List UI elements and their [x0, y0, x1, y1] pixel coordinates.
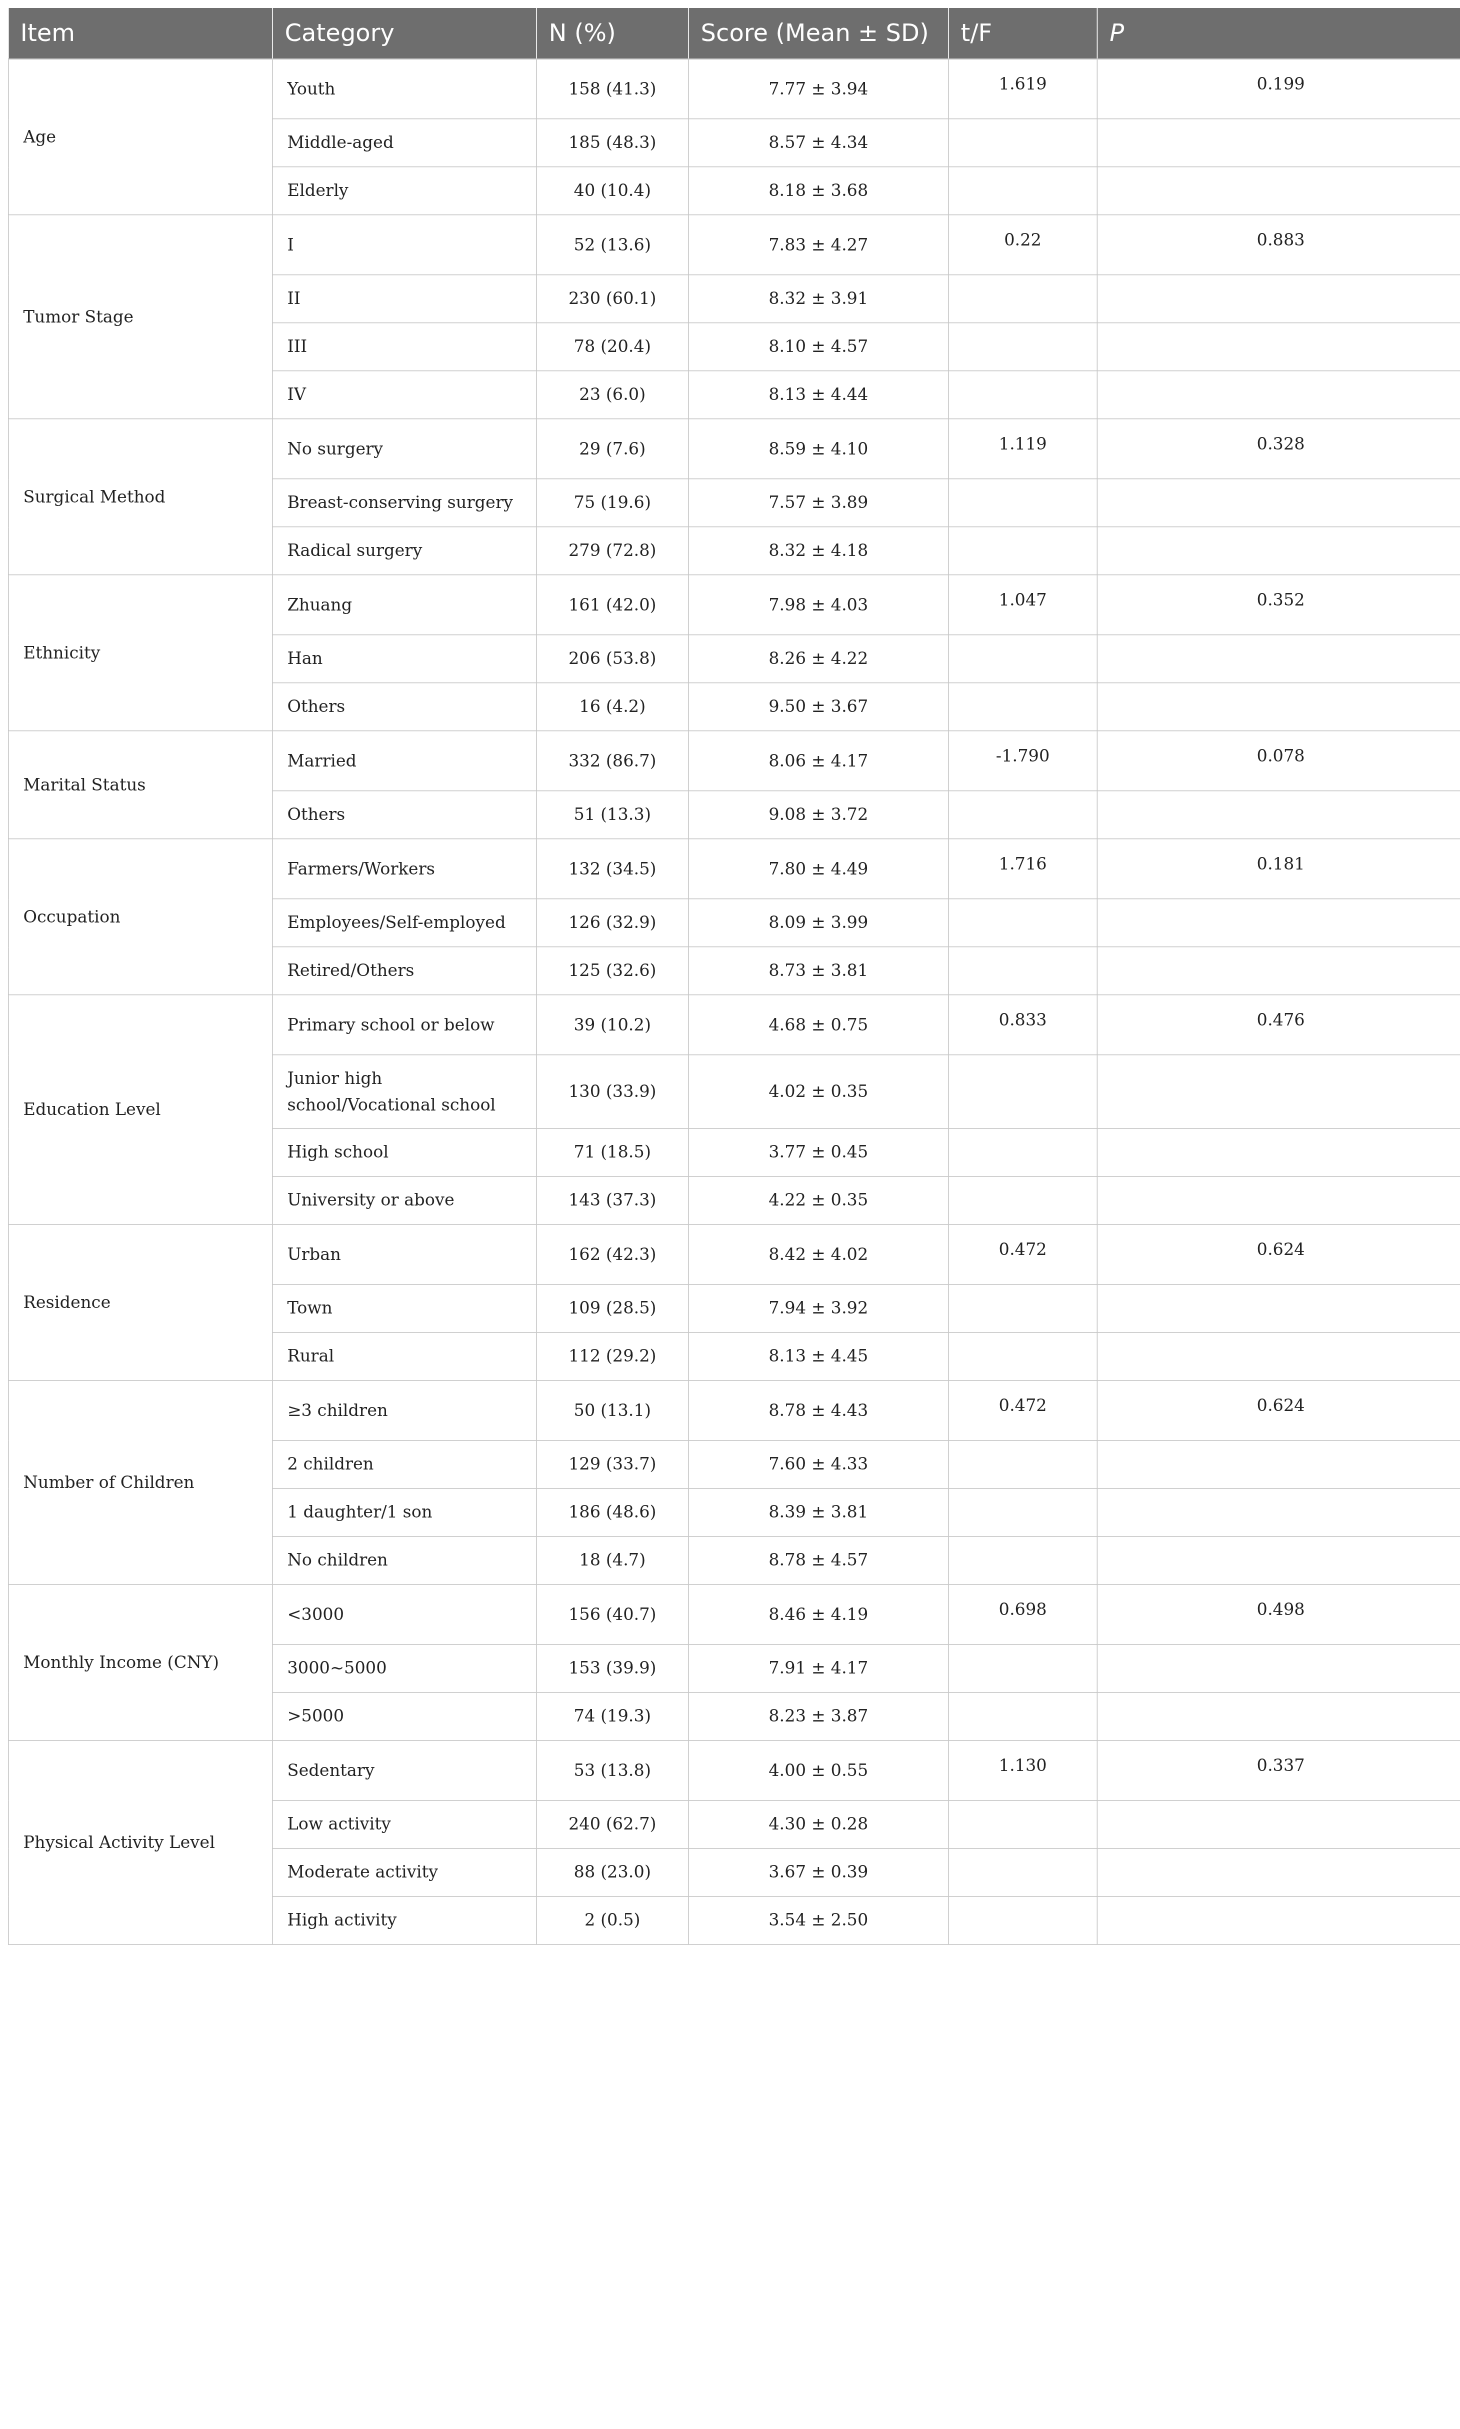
n-percent-cell: 186 (48.6) — [536, 1488, 688, 1536]
score-cell: 3.77 ± 0.45 — [688, 1128, 948, 1176]
table-row — [8, 731, 1460, 791]
table-row — [8, 419, 1460, 479]
score-cell: 7.80 ± 4.49 — [688, 839, 948, 899]
t-f-cell-empty — [948, 371, 1097, 419]
t-f-cell-empty — [948, 1692, 1097, 1740]
n-percent-cell: 40 (10.4) — [536, 167, 688, 215]
category-cell: Han — [272, 635, 536, 683]
n-percent-cell: 50 (13.1) — [536, 1380, 688, 1440]
n-percent-cell: 16 (4.2) — [536, 683, 688, 731]
item-cell: Tumor Stage — [8, 215, 272, 419]
score-cell: 8.59 ± 4.10 — [688, 419, 948, 479]
t-f-cell-empty — [948, 635, 1097, 683]
p-value-cell-empty — [1097, 1848, 1460, 1896]
table-row — [8, 1380, 1460, 1440]
score-cell: 7.98 ± 4.03 — [688, 575, 948, 635]
t-f-cell-empty — [948, 1055, 1097, 1129]
category-cell: High school — [272, 1128, 536, 1176]
score-cell: 4.30 ± 0.28 — [688, 1800, 948, 1848]
t-f-cell-empty — [948, 1176, 1097, 1224]
item-cell: Education Level — [8, 995, 272, 1225]
item-cell: Surgical Method — [8, 419, 272, 575]
score-cell: 8.06 ± 4.17 — [688, 731, 948, 791]
p-value-cell: 0.498 — [1097, 1584, 1460, 1644]
table-row — [8, 995, 1460, 1055]
category-cell: Breast-conserving surgery — [272, 479, 536, 527]
score-cell: 8.32 ± 4.18 — [688, 527, 948, 575]
header-category: Category — [272, 8, 536, 59]
category-cell: >5000 — [272, 1692, 536, 1740]
t-f-cell-empty — [948, 683, 1097, 731]
category-cell: No children — [272, 1536, 536, 1584]
t-f-cell-empty — [948, 791, 1097, 839]
t-f-cell-empty — [948, 1848, 1097, 1896]
n-percent-cell: 109 (28.5) — [536, 1284, 688, 1332]
category-cell: No surgery — [272, 419, 536, 479]
score-cell: 8.39 ± 3.81 — [688, 1488, 948, 1536]
category-cell: IV — [272, 371, 536, 419]
category-cell: Junior high school/Vocational school — [272, 1055, 536, 1129]
t-f-cell-empty — [948, 527, 1097, 575]
header-n-percent: N (%) — [536, 8, 688, 59]
n-percent-cell: 78 (20.4) — [536, 323, 688, 371]
t-f-cell-empty — [948, 1800, 1097, 1848]
p-value-cell: 0.883 — [1097, 215, 1460, 275]
p-value-cell-empty — [1097, 791, 1460, 839]
p-value-cell-empty — [1097, 371, 1460, 419]
item-cell: Residence — [8, 1224, 272, 1380]
t-f-cell: 0.22 — [948, 215, 1097, 275]
score-cell: 8.73 ± 3.81 — [688, 947, 948, 995]
n-percent-cell: 162 (42.3) — [536, 1224, 688, 1284]
p-value-cell-empty — [1097, 1896, 1460, 1944]
table-row — [8, 1584, 1460, 1644]
n-percent-cell: 74 (19.3) — [536, 1692, 688, 1740]
t-f-cell-empty — [948, 275, 1097, 323]
p-value-cell-empty — [1097, 479, 1460, 527]
t-f-cell-empty — [948, 1644, 1097, 1692]
score-cell: 8.09 ± 3.99 — [688, 899, 948, 947]
score-cell: 8.78 ± 4.57 — [688, 1536, 948, 1584]
n-percent-cell: 112 (29.2) — [536, 1332, 688, 1380]
p-value-cell-empty — [1097, 1644, 1460, 1692]
p-value-cell: 0.181 — [1097, 839, 1460, 899]
n-percent-cell: 18 (4.7) — [536, 1536, 688, 1584]
n-percent-cell: 88 (23.0) — [536, 1848, 688, 1896]
n-percent-cell: 332 (86.7) — [536, 731, 688, 791]
t-f-cell-empty — [948, 1284, 1097, 1332]
t-f-cell: 0.472 — [948, 1224, 1097, 1284]
n-percent-cell: 279 (72.8) — [536, 527, 688, 575]
table-row — [8, 575, 1460, 635]
n-percent-cell: 132 (34.5) — [536, 839, 688, 899]
category-cell: Urban — [272, 1224, 536, 1284]
p-value-cell-empty — [1097, 683, 1460, 731]
n-percent-cell: 206 (53.8) — [536, 635, 688, 683]
score-cell: 4.00 ± 0.55 — [688, 1740, 948, 1800]
t-f-cell-empty — [948, 899, 1097, 947]
t-f-cell-empty — [948, 1896, 1097, 1944]
t-f-cell-empty — [948, 1536, 1097, 1584]
p-value-cell: 0.078 — [1097, 731, 1460, 791]
p-value-cell: 0.352 — [1097, 575, 1460, 635]
score-cell: 7.83 ± 4.27 — [688, 215, 948, 275]
p-value-cell-empty — [1097, 1055, 1460, 1129]
p-value-cell: 0.624 — [1097, 1380, 1460, 1440]
score-cell: 7.57 ± 3.89 — [688, 479, 948, 527]
header-score: Score (Mean ± SD) — [688, 8, 948, 59]
n-percent-cell: 75 (19.6) — [536, 479, 688, 527]
p-value-cell-empty — [1097, 119, 1460, 167]
category-cell: ≥3 children — [272, 1380, 536, 1440]
n-percent-cell: 53 (13.8) — [536, 1740, 688, 1800]
score-cell: 7.94 ± 3.92 — [688, 1284, 948, 1332]
t-f-cell-empty — [948, 1440, 1097, 1488]
t-f-cell: 1.119 — [948, 419, 1097, 479]
score-cell: 7.60 ± 4.33 — [688, 1440, 948, 1488]
item-cell: Age — [8, 59, 272, 215]
score-cell: 8.46 ± 4.19 — [688, 1584, 948, 1644]
category-cell: Zhuang — [272, 575, 536, 635]
category-cell: Retired/Others — [272, 947, 536, 995]
t-f-cell-empty — [948, 1488, 1097, 1536]
p-value-cell-empty — [1097, 1488, 1460, 1536]
n-percent-cell: 29 (7.6) — [536, 419, 688, 479]
p-value-cell: 0.476 — [1097, 995, 1460, 1055]
score-cell: 9.50 ± 3.67 — [688, 683, 948, 731]
score-cell: 8.57 ± 4.34 — [688, 119, 948, 167]
t-f-cell-empty — [948, 167, 1097, 215]
p-value-cell-empty — [1097, 323, 1460, 371]
p-value-cell: 0.337 — [1097, 1740, 1460, 1800]
t-f-cell: -1.790 — [948, 731, 1097, 791]
p-value-cell-empty — [1097, 635, 1460, 683]
n-percent-cell: 71 (18.5) — [536, 1128, 688, 1176]
category-cell: Youth — [272, 59, 536, 119]
score-cell: 4.02 ± 0.35 — [688, 1055, 948, 1129]
item-cell: Number of Children — [8, 1380, 272, 1584]
n-percent-cell: 153 (39.9) — [536, 1644, 688, 1692]
table-row — [8, 1224, 1460, 1284]
item-cell: Occupation — [8, 839, 272, 995]
t-f-cell-empty — [948, 947, 1097, 995]
score-cell: 4.68 ± 0.75 — [688, 995, 948, 1055]
t-f-cell-empty — [948, 1332, 1097, 1380]
category-cell: 1 daughter/1 son — [272, 1488, 536, 1536]
n-percent-cell: 130 (33.9) — [536, 1055, 688, 1129]
n-percent-cell: 39 (10.2) — [536, 995, 688, 1055]
category-cell: Others — [272, 791, 536, 839]
n-percent-cell: 126 (32.9) — [536, 899, 688, 947]
category-cell: Rural — [272, 1332, 536, 1380]
category-cell: Radical surgery — [272, 527, 536, 575]
category-cell: Married — [272, 731, 536, 791]
category-cell: Town — [272, 1284, 536, 1332]
p-value-cell-empty — [1097, 527, 1460, 575]
n-percent-cell: 52 (13.6) — [536, 215, 688, 275]
category-cell: Employees/Self-employed — [272, 899, 536, 947]
header-t-f: t/F — [948, 8, 1097, 59]
n-percent-cell: 143 (37.3) — [536, 1176, 688, 1224]
n-percent-cell: 185 (48.3) — [536, 119, 688, 167]
p-value-cell: 0.328 — [1097, 419, 1460, 479]
category-cell: Elderly — [272, 167, 536, 215]
p-value-cell-empty — [1097, 1128, 1460, 1176]
score-cell: 8.23 ± 3.87 — [688, 1692, 948, 1740]
n-percent-cell: 125 (32.6) — [536, 947, 688, 995]
p-value-cell-empty — [1097, 1176, 1460, 1224]
table-row — [8, 215, 1460, 275]
n-percent-cell: 240 (62.7) — [536, 1800, 688, 1848]
category-cell: Low activity — [272, 1800, 536, 1848]
score-cell: 7.91 ± 4.17 — [688, 1644, 948, 1692]
category-cell: University or above — [272, 1176, 536, 1224]
n-percent-cell: 161 (42.0) — [536, 575, 688, 635]
n-percent-cell: 230 (60.1) — [536, 275, 688, 323]
t-f-cell: 1.716 — [948, 839, 1097, 899]
table-row — [8, 59, 1460, 119]
n-percent-cell: 158 (41.3) — [536, 59, 688, 119]
p-value-cell-empty — [1097, 1332, 1460, 1380]
t-f-cell: 1.130 — [948, 1740, 1097, 1800]
p-value-cell-empty — [1097, 1800, 1460, 1848]
category-cell: 2 children — [272, 1440, 536, 1488]
p-value-cell-empty — [1097, 947, 1460, 995]
p-value-cell: 0.199 — [1097, 59, 1460, 119]
p-value-cell-empty — [1097, 1692, 1460, 1740]
score-cell: 8.13 ± 4.45 — [688, 1332, 948, 1380]
category-cell: Moderate activity — [272, 1848, 536, 1896]
score-cell: 3.67 ± 0.39 — [688, 1848, 948, 1896]
score-cell: 8.32 ± 3.91 — [688, 275, 948, 323]
p-value-cell-empty — [1097, 167, 1460, 215]
t-f-cell: 1.619 — [948, 59, 1097, 119]
data-table — [8, 8, 1460, 1945]
table-row — [8, 839, 1460, 899]
score-cell: 4.22 ± 0.35 — [688, 1176, 948, 1224]
category-cell: Farmers/Workers — [272, 839, 536, 899]
t-f-cell: 0.833 — [948, 995, 1097, 1055]
t-f-cell: 0.472 — [948, 1380, 1097, 1440]
category-cell: Primary school or below — [272, 995, 536, 1055]
header-item: Item — [8, 8, 272, 59]
n-percent-cell: 2 (0.5) — [536, 1896, 688, 1944]
t-f-cell-empty — [948, 479, 1097, 527]
p-value-cell-empty — [1097, 1440, 1460, 1488]
n-percent-cell: 51 (13.3) — [536, 791, 688, 839]
p-value-cell: 0.624 — [1097, 1224, 1460, 1284]
score-cell: 3.54 ± 2.50 — [688, 1896, 948, 1944]
table-container — [8, 8, 1460, 2429]
category-cell: Others — [272, 683, 536, 731]
p-value-cell-empty — [1097, 1536, 1460, 1584]
n-percent-cell: 23 (6.0) — [536, 371, 688, 419]
item-cell: Physical Activity Level — [8, 1740, 272, 1944]
category-cell: I — [272, 215, 536, 275]
category-cell: High activity — [272, 1896, 536, 1944]
category-cell: <3000 — [272, 1584, 536, 1644]
t-f-cell: 0.698 — [948, 1584, 1097, 1644]
header-row — [8, 8, 1460, 59]
category-cell: Middle-aged — [272, 119, 536, 167]
category-cell: III — [272, 323, 536, 371]
score-cell: 8.26 ± 4.22 — [688, 635, 948, 683]
n-percent-cell: 129 (33.7) — [536, 1440, 688, 1488]
item-cell: Ethnicity — [8, 575, 272, 731]
category-cell: II — [272, 275, 536, 323]
score-cell: 8.18 ± 3.68 — [688, 167, 948, 215]
score-cell: 9.08 ± 3.72 — [688, 791, 948, 839]
item-cell: Marital Status — [8, 731, 272, 839]
n-percent-cell: 156 (40.7) — [536, 1584, 688, 1644]
t-f-cell-empty — [948, 119, 1097, 167]
score-cell: 8.13 ± 4.44 — [688, 371, 948, 419]
table-row — [8, 1740, 1460, 1800]
table-body — [8, 59, 1460, 1945]
p-value-cell-empty — [1097, 1284, 1460, 1332]
score-cell: 8.42 ± 4.02 — [688, 1224, 948, 1284]
t-f-cell: 1.047 — [948, 575, 1097, 635]
score-cell: 8.10 ± 4.57 — [688, 323, 948, 371]
category-cell: Sedentary — [272, 1740, 536, 1800]
item-cell: Monthly Income (CNY) — [8, 1584, 272, 1740]
score-cell: 8.78 ± 4.43 — [688, 1380, 948, 1440]
score-cell: 7.77 ± 3.94 — [688, 59, 948, 119]
category-cell: 3000~5000 — [272, 1644, 536, 1692]
header-p: P — [1097, 8, 1460, 59]
t-f-cell-empty — [948, 1128, 1097, 1176]
table-header — [8, 8, 1460, 59]
t-f-cell-empty — [948, 323, 1097, 371]
p-value-cell-empty — [1097, 275, 1460, 323]
p-value-cell-empty — [1097, 899, 1460, 947]
